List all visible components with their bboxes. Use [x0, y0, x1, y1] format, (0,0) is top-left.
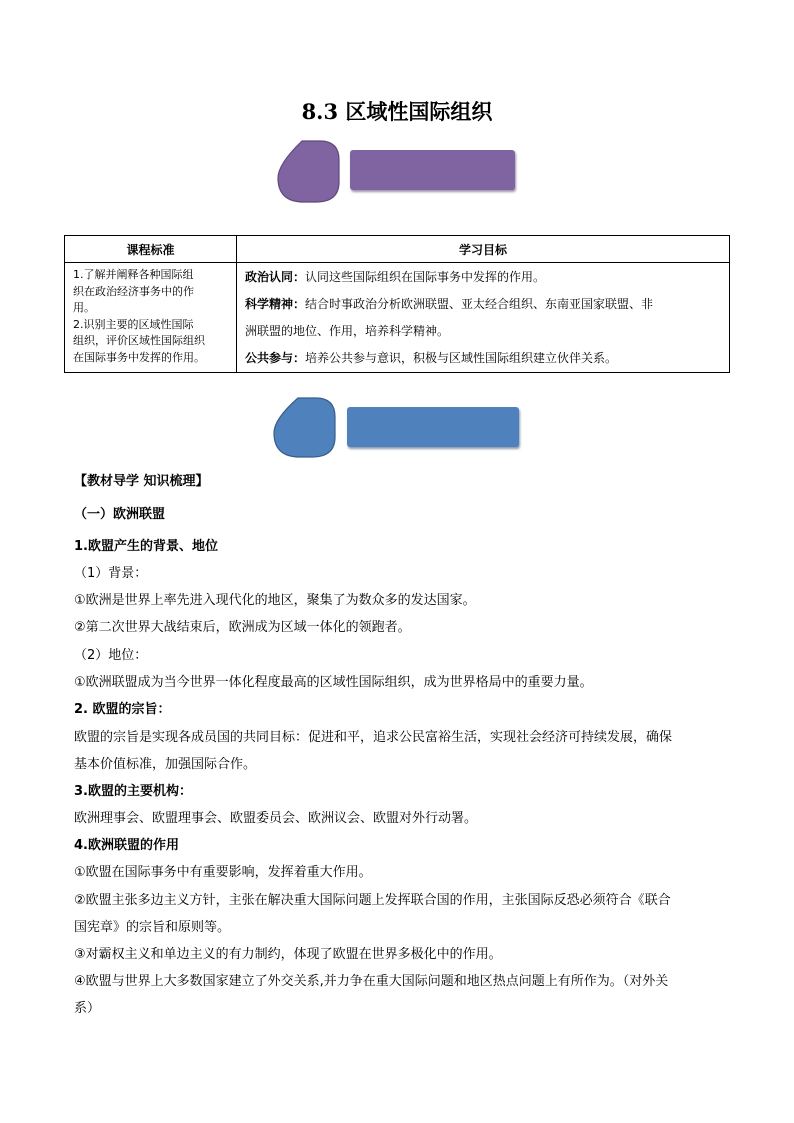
paragraph: ①欧盟在国际事务中有重要影响，发挥着重大作用。	[74, 865, 372, 880]
standard-line: 织在政治经济事务中的作	[73, 284, 194, 298]
goal-text: 认同这些国际组织在国际事务中发挥的作用。	[305, 270, 546, 284]
goal-label: 公共参与：	[245, 351, 306, 365]
paragraph: （1）背景：	[74, 566, 148, 581]
heading-institutions: 3.欧盟的主要机构：	[74, 784, 192, 799]
banner-bar	[347, 407, 519, 447]
banner-bar	[350, 150, 515, 190]
section-heading: 【教材导学 知识梳理】	[74, 474, 209, 489]
paragraph: 欧盟的宗旨是实现各成员国的共同目标：促进和平，追求公民富裕生活，实现社会经济可持续发展，确保	[74, 730, 673, 745]
paragraph: ④欧盟与世界上大多数国家建立了外交关系,并力争在重大国际问题和地区热点问题上有所作为。（对外关	[74, 974, 669, 989]
paragraph: 系）	[74, 1001, 101, 1016]
paragraph: 欧洲理事会、欧盟理事会、欧盟委员会、欧洲议会、欧盟对外行动署。	[74, 811, 478, 826]
section-banner-targets	[276, 140, 518, 204]
paragraph: （2）地位：	[74, 648, 148, 663]
goal-text: 培养公共参与意识，积极与区域性国际组织建立伙伴关系。	[305, 351, 618, 365]
standard-line: 2.识别主要的区域性国际	[73, 317, 194, 331]
paragraph: ①欧洲联盟成为当今世界一体化程度最高的区域性国际组织，成为世界格局中的重要力量。	[74, 675, 593, 690]
banner-blob-shape	[276, 140, 342, 204]
table-header-standard: 课程标准	[65, 236, 237, 263]
section-banner-guide	[272, 397, 522, 459]
paragraph: ②欧盟主张多边主义方针，主张在解决重大国际问题上发挥联合国的作用，主张国际反恐必须符合《联合	[74, 893, 671, 908]
paragraph: ①欧洲是世界上率先进入现代化的地区，聚集了为数众多的发达国家。	[74, 593, 476, 608]
heading-role: 4.欧洲联盟的作用	[74, 838, 179, 853]
heading-background: 1.欧盟产生的背景、地位	[74, 539, 218, 554]
banner-blob-shape	[272, 397, 338, 459]
curriculum-table	[64, 235, 730, 373]
sub-heading: （一）欧洲联盟	[74, 507, 166, 522]
heading-aim: 2. 欧盟的宗旨：	[74, 702, 171, 717]
paragraph: ②第二次世界大战结束后，欧洲成为区域一体化的领跑者。	[74, 620, 411, 635]
paragraph: 国宪章》的宗旨和原则等。	[74, 920, 231, 935]
page-title: 8.3 区域性国际组织	[301, 99, 493, 124]
standard-line: 用。	[73, 301, 95, 314]
goal-line	[245, 264, 723, 291]
standard-line: 1.了解并阐释各种国际组	[73, 268, 194, 281]
goal-line	[245, 345, 723, 372]
goals-cell	[237, 263, 730, 373]
paragraph: ③对霸权主义和单边主义的有力制约，体现了欧盟在世界多极化中的作用。	[74, 947, 502, 962]
goal-line	[245, 318, 723, 345]
standard-line: 组织，评价区域性国际组织	[73, 334, 205, 347]
goal-text: 结合时事政治分析欧洲联盟、亚太经合组织、东南亚国家联盟、非	[305, 297, 654, 311]
paragraph: 基本价值标准，加强国际合作。	[74, 757, 257, 772]
table-header-goals: 学习目标	[237, 236, 730, 263]
goal-text: 洲联盟的地位、作用，培养科学精神。	[245, 324, 450, 338]
standard-line: 在国际事务中发挥的作用。	[73, 350, 205, 364]
goal-line	[245, 291, 723, 318]
goal-label: 科学精神：	[245, 297, 306, 311]
standards-cell	[65, 263, 237, 373]
goal-label: 政治认同：	[245, 270, 306, 284]
